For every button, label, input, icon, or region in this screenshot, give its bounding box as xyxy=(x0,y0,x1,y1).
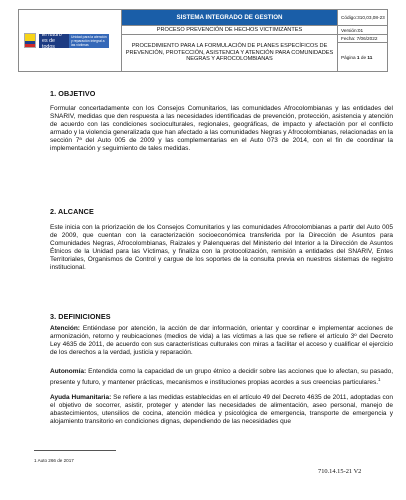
page-of: de xyxy=(360,54,367,60)
section-alcance-title: 2. ALCANCE xyxy=(50,207,94,216)
document-header xyxy=(18,9,388,72)
definition-term: Autonomía: xyxy=(50,368,87,375)
page-indicator xyxy=(338,43,387,71)
colombia-flag-icon xyxy=(24,33,36,48)
section-definiciones-title: 3. DEFINICIONES xyxy=(50,312,111,321)
definition-autonomia xyxy=(50,368,393,387)
brand-slogan: El futuro es de todos xyxy=(39,34,69,48)
procedure-name: PROCEDIMIENTO PARA LA FORMULACIÓN DE PLANES ESPECÍFICOS DE PREVENCIÓN, PROTECCIÓN, ASISTENCIA Y ATENCIÓN PARA COMUNIDADES NEGRAS Y AFROCOLOMBIANAS xyxy=(122,35,338,71)
brand-entity-name: Unidad para la atención y reparación integral a las víctimas xyxy=(69,34,109,48)
process-name: PROCESO PREVENCIÓN DE HECHOS VICTIMIZANTES xyxy=(122,26,338,35)
definition-term: Ayuda Humanitaria: xyxy=(50,394,112,401)
brand-logo xyxy=(39,31,109,51)
footnote-divider xyxy=(34,450,116,451)
document-code: Código:310,03,08-23 xyxy=(338,10,387,26)
form-code: 710.14.15-21 V2 xyxy=(318,468,362,475)
definition-ayuda-humanitaria xyxy=(50,394,393,426)
definition-atencion xyxy=(50,325,393,357)
definition-text: Entiéndase por atención, la acción de dar información, orientar y coordinar e implementar acciones de armonización, retorno y reubicaciones (medios de vida) a las víctimas a las que se refiere el artículo 3º del Decreto Ley 4635 de 2011, de acuerdo con sus características culturales con miras a facilitar el acceso y cualificar el ejercicio de los derechos a la verdad, justicia y reparación. xyxy=(50,325,393,357)
definition-term: Atención: xyxy=(50,325,80,332)
section-objetivo-text: Formular concertadamente con los Consejos Comunitarios, las comunidades Afrocolombianas y las entidades del SNARIV, medidas que den respuesta a las necesidades identificadas de prevención, protección, asistencia y atención de acuerdo con las condiciones socioculturales, regionales, geográficas, de impacto y afectación por el conflicto armado y la violencia generalizada que han afectado a las comunidades Negras y Afrocolombianas, relacionadas en la sección 7ª del Auto 005 de 2009 y las complementarias en el Auto 073 de 2014, con el fin de coordinar la implementación y seguimiento de tales medidas. xyxy=(50,105,393,153)
section-alcance-text: Este inicia con la priorización de los Consejos Comunitarios y las comunidades Afrocolombianas a partir del Auto 005 de 2009, que cuentan con la caracterización socioeconómica transferida por la Dirección de Asuntos para Comunidades Negras, Afrocolombianas, Raizales y Palenqueras del Ministerio del Interior a la Dirección de Asuntos Étnicos de la Unidad para las Víctimas, y finaliza con la protocolización, remisión a entidades del SNARIV, Entes Territoriales, Organismos de Control y cargue de los soportes de la consulta previa en nuestros sistemas de registro institucional. xyxy=(50,224,393,272)
page-total: 11 xyxy=(367,54,373,60)
definition-text: Entendida como la capacidad de un grupo étnico a decidir sobre las acciones que lo afectan, su pasado, presente y futuro, y mantener prácticas, mecanismos e instituciones propias acordes a sus creencias particulares. xyxy=(50,368,393,387)
document-date: Fecha: 7/06/2022 xyxy=(338,35,387,43)
page-prefix: Página xyxy=(341,54,356,60)
definition-text: Se refiere a las medidas establecidas en el artículo 49 del Decreto 4635 de 2011, adoptadas con el objetivo de socorrer, asistir, proteger y atender las necesidades de alimentación, aseo personal, manejo de abastecimientos, utensilios de cocina, atención médica y psicológica de emergencia, transporte de emergencia y alojamiento transitorio en condiciones dignas, dependiendo de las necesidades que xyxy=(50,394,393,426)
logo-block xyxy=(19,10,122,71)
section-objetivo-title: 1. OBJETIVO xyxy=(50,89,96,98)
footnote: 1 Auto 266 de 2017 xyxy=(34,458,74,463)
system-title: SISTEMA INTEGRADO DE GESTION xyxy=(122,10,338,26)
document-version: Versión:01 xyxy=(338,26,387,35)
footnote-reference[interactable]: 1 xyxy=(378,377,381,383)
page-current: 1 xyxy=(356,54,360,60)
